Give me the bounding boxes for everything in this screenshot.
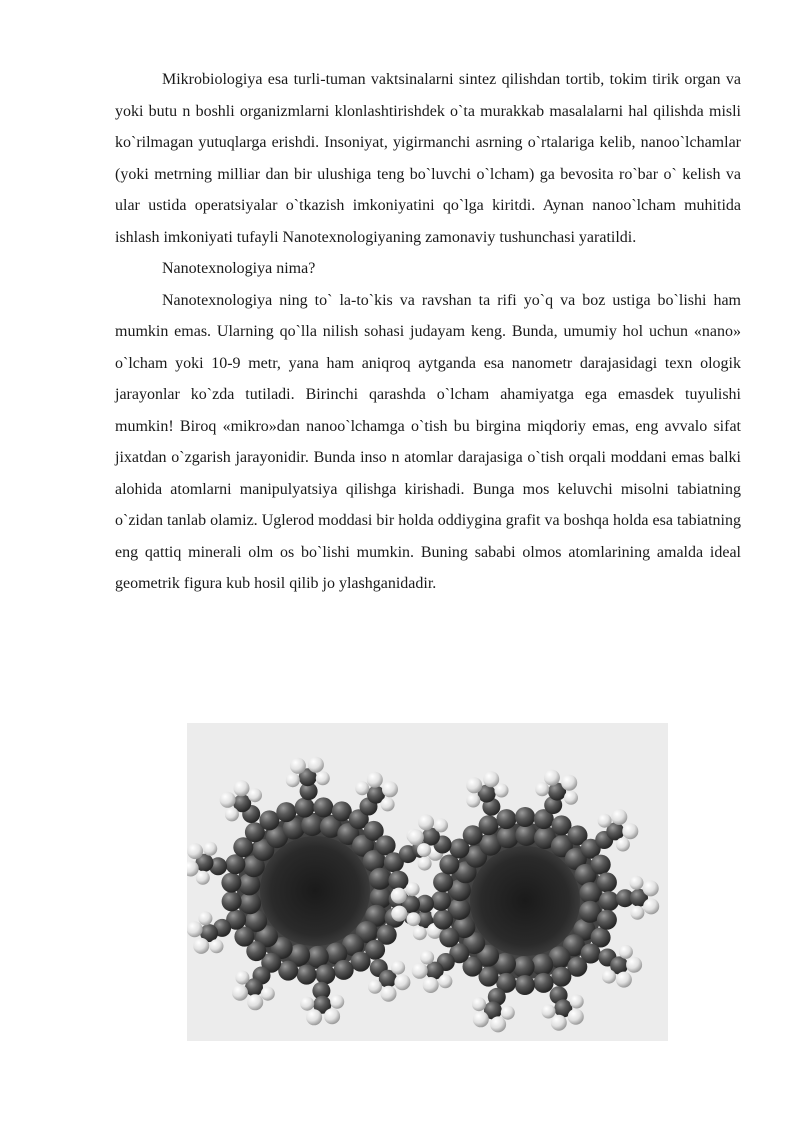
paragraph-nanotech: Nanotexnologiya ning to` la-to`kis va ravshan ta rifi yo`q va boz ustiga bo`lishi ham mumkin emas. Ularning qo`lla nilish sohasi judayam keng. Bunda, umumiy hol uchun «nano» o`lcham yoki 10-9 metr, yana ham aniqroq aytganda esa nanometr darajasidagi texn ologik jarayonlar ko`zda tutiladi. Birinchi qarashda o`lcham ahamiyatga ega emasdek tuyulishi mumkin! Biroq «mikro»dan nanoo`lchamga o`tish bu birgina miqdoriy emas, eng avvalo sifat jixatdan o`zgarish jarayonidir. Bunda inso n atomlar darajasiga o`tish orqali moddani emas balki alohida atomlarni manipulyatsiya qilishga kirishadi. Bunga mos keluvchi misolni tabiatning o`zidan tanlab olamiz. Uglerod moddasi bir holda oddiygina grafit va boshqa holda esa tabiatning eng qattiq minerali olm os bo`lishi mumkin. Buning sababi olmos atomlarining amalda ideal geometrik figura kub hosil qilib jo ylashganidadir. [115,291,741,592]
molecular-gears-image [187,723,668,1041]
gear-right [391,770,659,1033]
document-body [115,64,741,600]
paragraph-intro: Mikrobiologiya esa turli-tuman vaktsinalarni sintez qilishdan tortib, tokim tirik organ va yoki butu n boshli organizmlarni klonlashtirishdek o`ta murakkab masalalarni hal qilishda misli ko`rilmagan yutuqlarga erishdi. Insoniyat, yigirmanchi asrning o`rtalariga kelib, nanoo`lchamlar (yoki metrning milliar dan bir ulushiga teng bo`luvchi o`lcham) ga bevosita ro`bar o` kelish va ular ustida operatsiyalar o`tkazish imkoniyatini qo`lga kiritdi. Aynan nanoo`lcham muhitida ishlash imkoniyati tufayli Nanotexnologiyaning zamonaviy tushunchasi yaratildi. [115,71,741,246]
section-question: Nanotexnologiya nima? [162,260,316,277]
